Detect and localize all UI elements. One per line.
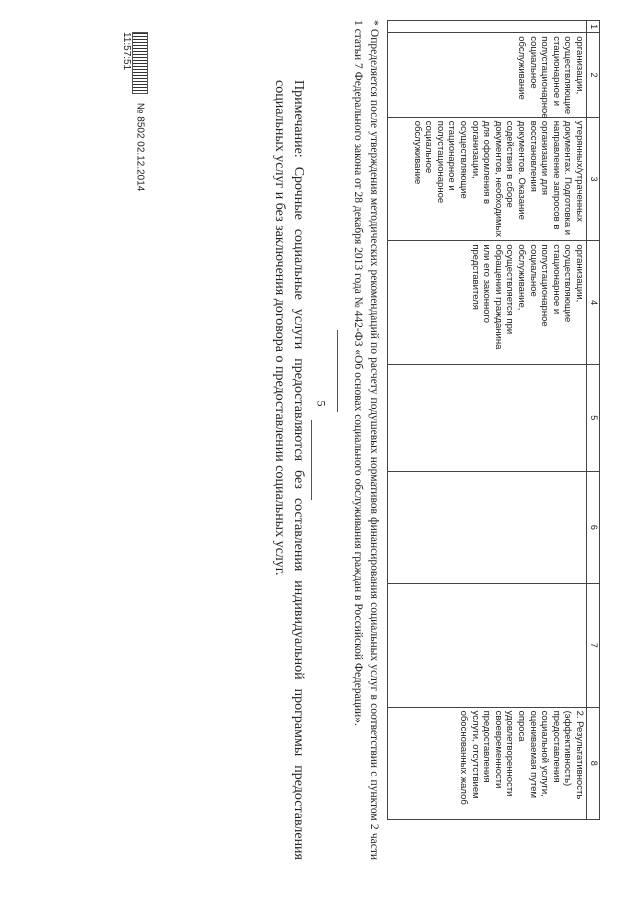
col-header: 2 (587, 33, 600, 118)
col-header: 4 (587, 241, 600, 365)
col-header: 3 (587, 117, 600, 241)
stamp-text: № 8502 02.12.2014 11:57:51 (121, 32, 146, 192)
services-table (387, 20, 600, 820)
table-row (388, 21, 587, 820)
table-cell (388, 21, 587, 33)
table-cell (388, 584, 587, 708)
col-header: 8 (587, 707, 600, 819)
col-header: 1 (587, 21, 600, 33)
barcode-icon (132, 32, 148, 94)
page-number: 5 (314, 400, 329, 407)
separator-line (311, 420, 312, 500)
table-cell: утерянных/утраченных документах. Подготовка и направление запросов в организации для восстановления документов. Оказание содействия в сборе документов, необходимых для оформления в организации, осуществляющие стационарное и полустационарное социальное обслуживание (388, 117, 587, 241)
separator-line (337, 330, 338, 412)
table-cell: 2. Результативность (эффективность) предоставления социальной услуги, оцениваемая путем опроса удовлетворенности своевременности предоставления услуги, отсутствием обоснованных жалоб (388, 707, 587, 819)
note-label: Примечание: (291, 80, 306, 158)
table-cell (388, 471, 587, 583)
table-cell: организации, осуществляющие стационарное и полустационарное социальное обслуживание, осуществляется при обращении гражданина или его законного представителя (388, 241, 587, 365)
table-cell: организации, осуществляющие стационарное и полустационарное социальное обслуживание (388, 33, 587, 118)
note-text: Срочные социальные услуги предоставляются без составления индивидуальной программы предоставления социальных услуг и без заключения договора о предоставлении социальных услуг. (272, 80, 306, 860)
rotated-page-content (40, 20, 600, 865)
col-header: 5 (587, 364, 600, 471)
col-header: 6 (587, 471, 600, 583)
registration-stamp (121, 32, 148, 222)
col-header: 7 (587, 584, 600, 708)
table-header-row (587, 21, 600, 820)
footnote: * Определяется после утверждения методических рекомендаций по расчету подушевых нормативов финансирования социальных услуг в соответствии с пунктом 2 части 1 статьи 7 Федерального закона от 28 декабря 2013 года № 442-ФЗ «Об основах социального обслуживания граждан в Российской Федерации». (352, 20, 380, 860)
table-cell (388, 364, 587, 471)
note (270, 80, 308, 860)
